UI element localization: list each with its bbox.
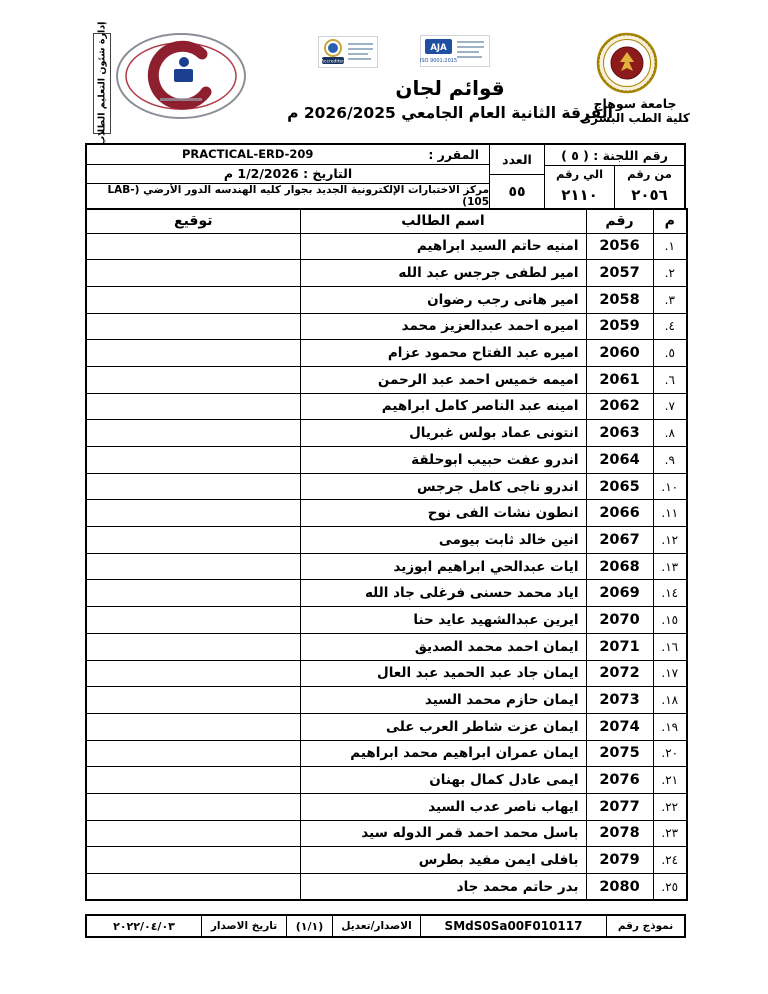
serial-cell: ١٣. [653,553,687,580]
seat-number-cell: 2072 [586,660,653,687]
serial-cell: ٥. [653,340,687,367]
serial-cell: ٣. [653,286,687,313]
serial-cell: ١. [653,233,687,260]
committee-column [544,145,684,208]
student-name-cell: اميره احمد عبدالعزيز محمد [300,313,586,340]
seat-number-cell: 2059 [586,313,653,340]
student-row [86,580,687,607]
seat-number-cell: 2070 [586,607,653,634]
student-row [86,793,687,820]
serial-cell: ٤. [653,313,687,340]
signature-cell [86,767,300,794]
title-block [280,76,620,122]
student-name-cell: ايمان احمد محمد الصديق [300,633,586,660]
seat-number-cell: 2076 [586,767,653,794]
student-row [86,767,687,794]
student-name-cell: امير هانى رجب رضوان [300,286,586,313]
signature-cell [86,740,300,767]
serial-cell: ١٥. [653,607,687,634]
seat-number-cell: 2075 [586,740,653,767]
issue-date-label: تاريخ الاصدار [201,916,286,936]
signature-cell [86,607,300,634]
student-name-cell: ايمى عادل كمال بهنان [300,767,586,794]
student-row [86,687,687,714]
department-side-label: إدارة شئون التعليم الطلاب [96,21,108,146]
university-emblem-icon [596,32,658,94]
from-number-value: ٢٠٥٦ [631,186,668,204]
signature-cell [86,793,300,820]
form-footer [85,914,686,938]
iso-label: ISO 9001:2015 [420,58,458,64]
signature-cell [86,633,300,660]
signature-cell [86,527,300,554]
student-name-cell: امير لطفى جرجس عبد الله [300,260,586,287]
signature-cell [86,687,300,714]
seat-number-cell: 2079 [586,847,653,874]
student-row [86,874,687,901]
seat-number-cell: 2073 [586,687,653,714]
exam-location: مركز الاختبارات الإلكترونية الجديد بجوار كليه الهندسه الدور الأرضي (LAB-105) [107,184,489,208]
serial-cell: ٢٣. [653,820,687,847]
seat-number-cell: 2071 [586,633,653,660]
student-name-cell: ايمان جاد عبد الحميد عبد العال [300,660,586,687]
student-name-cell: ايهاب ناصر عدب السيد [300,793,586,820]
student-name-cell: ايمان عزت شاطر العرب على [300,713,586,740]
signature-cell [86,393,300,420]
revision-value: (١/١) [286,916,332,936]
name-header: اسم الطالب [300,209,586,233]
student-row [86,847,687,874]
student-name-cell: ايمان حازم محمد السيد [300,687,586,714]
student-row [86,553,687,580]
seat-number-cell: 2063 [586,420,653,447]
serial-cell: ١٤. [653,580,687,607]
seat-number-cell: 2080 [586,874,653,901]
student-name-cell: اندرو عفت حبيب ابوحلقة [300,447,586,474]
aja-iso-badge-icon [420,35,490,67]
serial-cell: ١٢. [653,527,687,554]
university-name: جامعة سوهاج [593,96,677,111]
serial-cell: ١٧. [653,660,687,687]
serial-cell: ٢٢. [653,793,687,820]
serial-cell: ٨. [653,420,687,447]
seat-number-cell: 2077 [586,793,653,820]
seat-number-cell: 2056 [586,233,653,260]
signature-cell [86,260,300,287]
signature-cell [86,286,300,313]
seat-number-cell: 2061 [586,366,653,393]
student-name-cell: اياد محمد حسنى فرغلى جاد الله [300,580,586,607]
signature-cell [86,313,300,340]
student-row [86,286,687,313]
count-value: ٥٥ [508,183,526,200]
serial-cell: ١١. [653,500,687,527]
signature-cell [86,420,300,447]
signature-header: توقيع [86,209,300,233]
student-row [86,740,687,767]
signature-cell [86,340,300,367]
student-row [86,447,687,474]
seat-number-cell: 2069 [586,580,653,607]
table-header-row [86,209,687,233]
signature-cell [86,553,300,580]
signature-cell [86,847,300,874]
student-name-cell: امينه عبد الناصر كامل ابراهيم [300,393,586,420]
seat-number-cell: 2060 [586,340,653,367]
course-label: المقرر : [428,146,479,162]
course-code: PRACTICAL-ERD-209 [182,147,314,162]
student-name-cell: انتونى عماد بولس غبريال [300,420,586,447]
serial-cell: ٦. [653,366,687,393]
seat-range [545,166,684,208]
university-text-block [580,96,690,125]
student-row [86,366,687,393]
student-row [86,313,687,340]
side-label-box [93,21,111,146]
student-row [86,713,687,740]
serial-cell: ٢١. [653,767,687,794]
serial-header: م [653,209,687,233]
signature-cell [86,660,300,687]
student-name-cell: اندرو ناجى كامل جرجس [300,473,586,500]
range-to [545,166,614,208]
student-name-cell: انطون نشات الفى نوح [300,500,586,527]
exam-info-table [85,143,686,210]
signature-cell [86,447,300,474]
seat-number-cell: 2067 [586,527,653,554]
signature-cell [86,473,300,500]
signature-cell [86,500,300,527]
seat-number-cell: 2078 [586,820,653,847]
serial-cell: ٢٥. [653,874,687,901]
serial-cell: ١٨. [653,687,687,714]
student-affairs-logo-icon [114,32,248,120]
signature-cell [86,820,300,847]
aja-label: AJA [430,43,447,53]
student-row [86,473,687,500]
serial-cell: ٩. [653,447,687,474]
seat-number-cell: 2057 [586,260,653,287]
student-name-cell: ايرين عبدالشهيد عايد حنا [300,607,586,634]
serial-cell: ٢٤. [653,847,687,874]
number-header: رقم [586,209,653,233]
student-row [86,527,687,554]
form-code: SMdS0Sa00F010117 [420,916,606,936]
form-number-label: نموذج رقم [606,916,684,936]
course-column [87,145,489,208]
document-title: قوائم لجان [395,76,505,100]
student-name-cell: امنيه حاتم السيد ابراهيم [300,233,586,260]
serial-cell: ١٠. [653,473,687,500]
signature-cell [86,366,300,393]
serial-cell: ٧. [653,393,687,420]
serial-cell: ٢٠. [653,740,687,767]
accredited-label: Accredited [321,59,345,65]
course-row [87,145,489,165]
student-name-cell: ايات عبدالحي ابراهيم ابوزيد [300,553,586,580]
seat-number-cell: 2062 [586,393,653,420]
seat-number-cell: 2064 [586,447,653,474]
signature-cell [86,874,300,901]
student-name-cell: بافلى ايمن مفيد بطرس [300,847,586,874]
count-label: العدد [490,145,544,175]
to-number-label: الي رقم [555,167,604,181]
exam-date: التاريخ : 1/2/2026 م [87,165,489,185]
to-number-value: ٢١١٠ [561,186,598,204]
student-name-cell: انين خالد ثابت بيومى [300,527,586,554]
seat-number-cell: 2058 [586,286,653,313]
faculty-name: كلية الطب البشرى [580,111,690,125]
seat-number-cell: 2066 [586,500,653,527]
student-name-cell: بدر حاتم محمد جاد [300,874,586,901]
student-row [86,233,687,260]
seat-number-cell: 2068 [586,553,653,580]
student-row [86,393,687,420]
student-name-cell: اميره عبد الفتاح محمود عزام [300,340,586,367]
student-row [86,660,687,687]
signature-cell [86,233,300,260]
revision-label: الاصدار/تعديل [332,916,420,936]
serial-cell: ٢. [653,260,687,287]
count-column [489,145,544,208]
seat-number-cell: 2074 [586,713,653,740]
document-subtitle: الفرقة الثانية العام الجامعي 2026/2025 م [287,104,613,122]
student-table [85,208,688,901]
student-row [86,500,687,527]
issue-date-value: ٢٠٢٢/٠٤/٠٣ [113,919,175,933]
signature-cell [86,713,300,740]
student-row [86,260,687,287]
student-row [86,633,687,660]
serial-cell: ١٦. [653,633,687,660]
student-name-cell: اميمه خميس احمد عبد الرحمن [300,366,586,393]
from-number-label: من رقم [627,167,672,181]
range-from [614,166,684,208]
student-name-cell: ايمان عمران ابراهيم محمد ابراهيم [300,740,586,767]
serial-cell: ١٩. [653,713,687,740]
seat-number-cell: 2065 [586,473,653,500]
accreditation-badge-icon [318,36,378,68]
student-row [86,607,687,634]
student-row [86,820,687,847]
committee-number: رقم اللجنة : ( ٥ ) [545,145,684,166]
student-row [86,340,687,367]
student-rows [86,233,687,900]
student-row [86,420,687,447]
student-name-cell: باسل محمد احمد قمر الدوله سيد [300,820,586,847]
signature-cell [86,580,300,607]
